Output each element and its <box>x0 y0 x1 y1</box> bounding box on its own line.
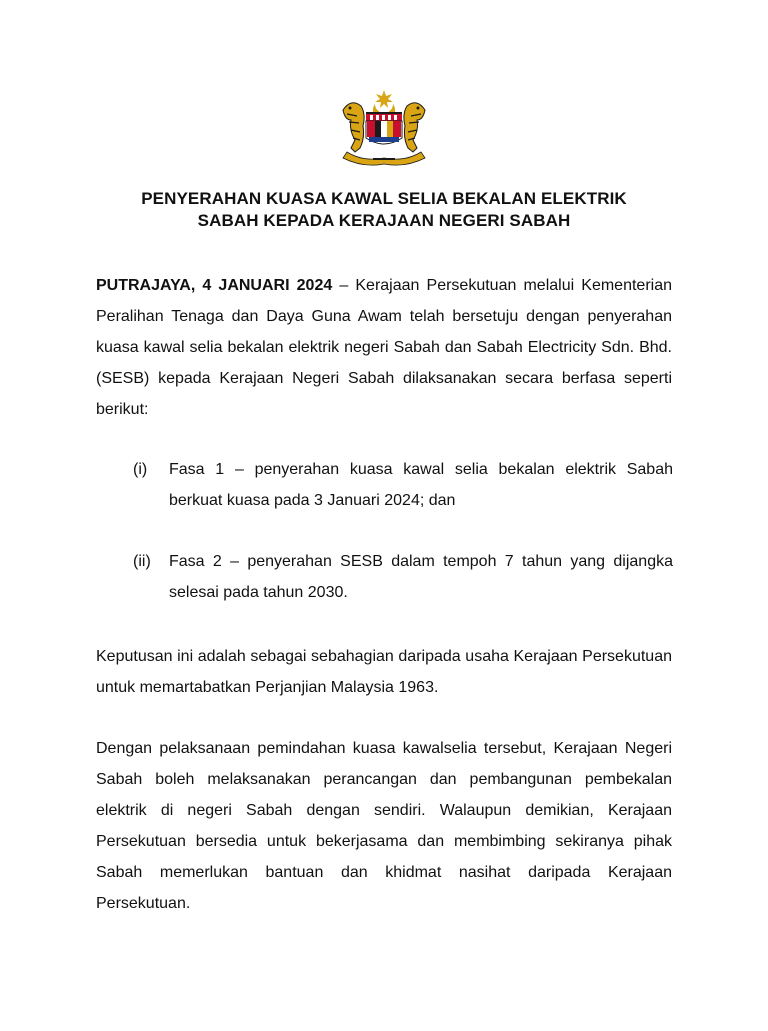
malaysia-coat-of-arms-icon <box>333 90 435 166</box>
intro-text: – Kerajaan Persekutuan melalui Kementerian Peralihan Tenaga dan Daya Guna Awam telah bersetuju dengan penyerahan kuasa kawal selia bekalan elektrik negeri Sabah dan Sabah Electricity Sdn. Bhd. (SESB) kepada Kerajaan Negeri Sabah dilaksanakan secara berfasa seperti berikut: <box>96 277 672 418</box>
page-title <box>60 188 708 232</box>
title-line-2: SABAH KEPADA KERAJAAN NEGERI SABAH <box>197 211 571 230</box>
intro-paragraph <box>96 270 672 425</box>
implementation-paragraph: Dengan pelaksanaan pemindahan kuasa kawalselia tersebut, Kerajaan Negeri Sabah boleh melaksanakan perancangan dan pembangunan pembekalan elektrik di negeri Sabah dengan sendiri. Walaupun demikian, Kerajaan Persekutuan bersedia untuk bekerjasama dan membimbing sekiranya pihak Sabah memerlukan bantuan dan khidmat nasihat daripada Kerajaan Persekutuan. <box>96 740 672 912</box>
list-item-number: (ii) <box>133 553 151 570</box>
dateline: PUTRAJAYA, 4 JANUARI 2024 <box>96 277 333 294</box>
list-item-text: Fasa 1 – penyerahan kuasa kawal selia bekalan elektrik Sabah berkuat kuasa pada 3 Januari 2024; dan <box>169 461 673 509</box>
decision-paragraph: Keputusan ini adalah sebagai sebahagian daripada usaha Kerajaan Persekutuan untuk memartabatkan Perjanjian Malaysia 1963. <box>96 648 672 696</box>
list-item-text: Fasa 2 – penyerahan SESB dalam tempoh 7 tahun yang dijangka selesai pada tahun 2030. <box>169 553 673 601</box>
list-item-number: (i) <box>133 461 148 478</box>
title-line-1: PENYERAHAN KUASA KAWAL SELIA BEKALAN ELEKTRIK <box>141 189 627 208</box>
